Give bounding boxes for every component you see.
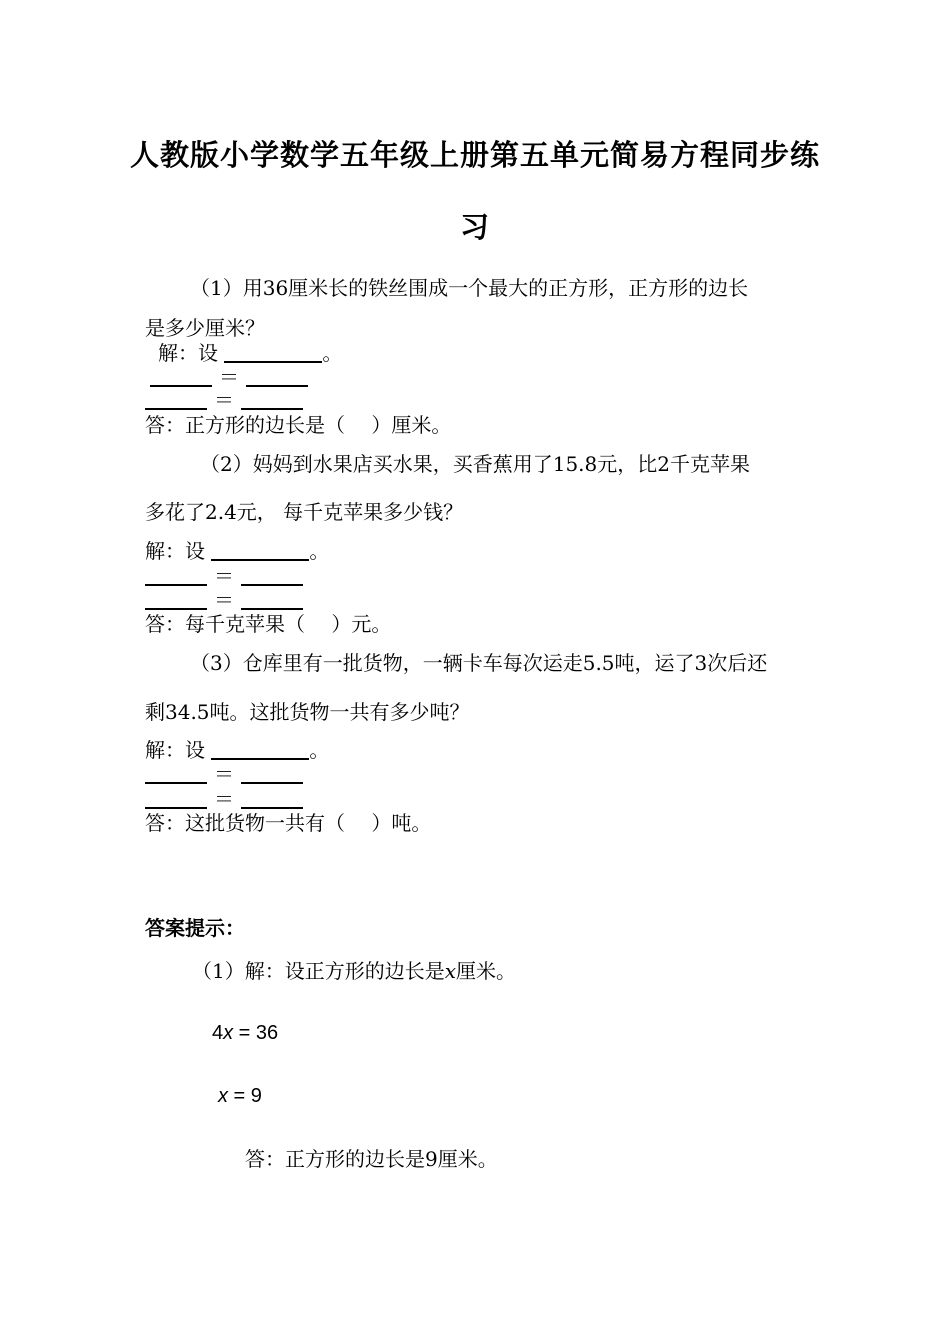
answer-1-intro-post: 厘米。 [456, 959, 517, 983]
q2-eq2-left-blank[interactable] [145, 588, 207, 610]
q1-eq2-right-blank[interactable] [241, 388, 303, 410]
q1-eq1-sign: ＝ [219, 365, 239, 389]
q2-answer: 答：每千克苹果（ ）元。 [145, 612, 392, 636]
q2-text-line-2: 多花了2.4元， 每千克苹果多少钱？ [145, 500, 464, 524]
answer-1-equation-1 [212, 1020, 278, 1046]
q2-eq1-sign: ＝ [214, 564, 234, 588]
answer-1-eq1-var: x [223, 1022, 234, 1044]
q3-eq1-left-blank[interactable] [145, 762, 207, 784]
q2-period: 。 [309, 539, 330, 563]
q3-eq2-right-blank[interactable] [241, 787, 303, 809]
q2-solve-line [145, 538, 329, 564]
q1-equation-line-2 [145, 387, 303, 413]
q2-equation-line-2 [145, 587, 303, 613]
q3-solve-label: 解：设 [145, 738, 205, 762]
q1-variable-blank[interactable] [224, 341, 322, 363]
q2-text-line-1: （2）妈妈到水果店买水果，买香蕉用了15.8元，比2千克苹果 [200, 452, 750, 476]
q3-solve-line [145, 737, 329, 763]
answer-1-eq2-var: x [218, 1085, 228, 1107]
q2-solve-label: 解：设 [145, 539, 205, 563]
q3-text-line-1: （3）仓库里有一批货物，一辆卡车每次运走5.5吨，运了3次后还 [190, 651, 768, 675]
q2-equation-line-1 [145, 563, 303, 589]
answer-1-intro-pre: （1）解：设正方形的边长是 [192, 959, 445, 983]
q1-solve-line [158, 340, 342, 366]
answer-1-eq1-coef: 4 [212, 1022, 224, 1044]
q2-eq1-left-blank[interactable] [145, 564, 207, 586]
q1-eq1-right-blank[interactable] [246, 365, 308, 387]
answer-1-intro-var: x [444, 959, 457, 983]
answer-1-conclusion: 答：正方形的边长是9厘米。 [245, 1147, 498, 1171]
q3-equation-line-2 [145, 786, 303, 812]
q1-answer: 答：正方形的边长是（ ）厘米。 [145, 413, 452, 437]
q2-variable-blank[interactable] [211, 539, 309, 561]
q2-eq1-right-blank[interactable] [241, 564, 303, 586]
document-title-line-1: 人教版小学数学五年级上册第五单元简易方程同步练 [129, 138, 820, 172]
q3-answer: 答：这批货物一共有（ ）吨。 [145, 811, 432, 835]
q2-eq2-right-blank[interactable] [241, 588, 303, 610]
q3-eq2-left-blank[interactable] [145, 787, 207, 809]
q2-eq2-sign: ＝ [214, 588, 234, 612]
q1-eq2-left-blank[interactable] [145, 388, 207, 410]
q1-period: 。 [322, 341, 343, 365]
q3-equation-line-1 [145, 761, 303, 787]
q1-solve-label: 解：设 [158, 341, 218, 365]
answer-1-eq2-rest: = 9 [228, 1085, 262, 1107]
answer-1-equation-2 [218, 1083, 262, 1109]
q1-eq2-sign: ＝ [214, 388, 234, 412]
document-title-line-2: 习 [459, 210, 490, 244]
answers-heading: 答案提示： [145, 916, 245, 940]
q3-eq1-sign: ＝ [214, 762, 234, 786]
q1-text-line-1: （1）用36厘米长的铁丝围成一个最大的正方形，正方形的边长 [190, 276, 749, 300]
q3-variable-blank[interactable] [211, 738, 309, 760]
q3-text-line-2: 剩34.5吨。这批货物一共有多少吨？ [145, 700, 470, 724]
q3-eq1-right-blank[interactable] [241, 762, 303, 784]
q1-eq1-left-blank[interactable] [150, 365, 212, 387]
answer-1-eq1-rest: = 36 [233, 1022, 279, 1044]
q3-eq2-sign: ＝ [214, 787, 234, 811]
answer-1-intro [192, 958, 516, 984]
q1-text-line-2: 是多少厘米？ [145, 316, 265, 340]
q3-period: 。 [309, 738, 330, 762]
